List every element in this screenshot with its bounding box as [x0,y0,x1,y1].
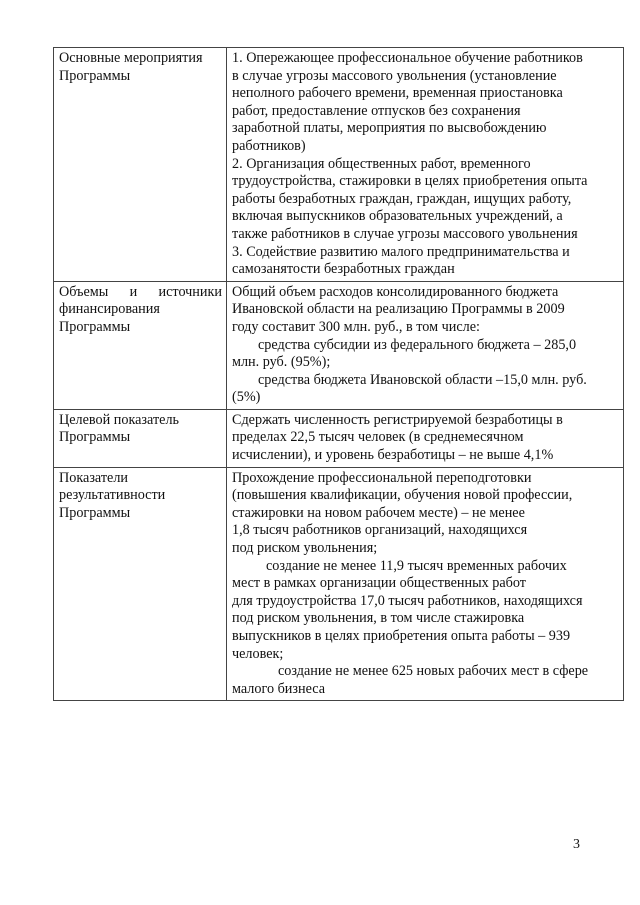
table-row [54,409,624,467]
label-word: и [129,283,138,300]
content-line: Прохождение профессиональной переподготовки [232,469,532,486]
content-line: 1. Опережающее профессиональное обучение работников [232,50,583,66]
row-label [54,48,227,282]
label-line: Программы [59,67,131,84]
content-line: включая выпускников образовательных учреждений, а [232,208,563,225]
content-line: трудоустройства, стажировки в целях приобретения опыта [232,173,588,190]
row-content [227,281,624,409]
row-label [54,281,227,409]
content-line: млн. руб. (95%); [232,354,331,371]
row-label [54,409,227,467]
content-line: также работников в случае угрозы массового увольнения [232,225,578,242]
content-line: создание не менее 11,9 тысяч временных рабочих [266,557,567,574]
content-line: (5%) [232,389,261,406]
content-line: под риском увольнения; [232,540,378,557]
content-line: работников) [232,137,306,154]
content-line: году составит 300 млн. руб., в том числе: [232,318,480,335]
label-line: Основные мероприятия [59,50,203,66]
label-line: результативности [59,487,166,504]
content-line: под риском увольнения, в том числе стажировка [232,610,525,627]
table-row [54,467,624,701]
content-line: заработной платы, мероприятия по высвобождению [232,120,547,137]
content-line: выпускников в целях приобретения опыта работы – 939 [232,628,571,644]
label-word: Объемы [59,283,109,300]
content-line: неполного рабочего времени, временная приостановка [232,85,563,102]
label-line [59,284,222,302]
label-line: Показатели [59,469,129,486]
content-line: 2. Организация общественных работ, временного [232,155,531,172]
content-line: работ, предоставление отпусков без сохранения [232,102,521,119]
content-line: (повышения квалификации, обучения новой профессии, [232,487,573,504]
content-line: 3. Содействие развитию малого предпринимательства и [232,243,570,260]
content-line: пределах 22,5 тысяч человек (в среднемесячном [232,429,524,446]
content-line: Общий объем расходов консолидированного бюджета [232,283,559,300]
content-line: самозанятости безработных граждан [232,261,455,278]
row-content [227,48,624,282]
content-line: средства субсидии из федерального бюджета – 285,0 [258,336,577,353]
content-line: исчислении), и уровень безработицы – не выше 4,1% [232,447,554,464]
label-line: Программы [59,318,131,335]
content-line: 1,8 тысяч работников организаций, находящихся [232,522,528,539]
content-line: средства бюджета Ивановской области –15,0 млн. руб. [258,371,587,388]
content-line: для трудоустройства 17,0 тысяч работников, находящихся [232,592,583,609]
table-row [54,48,624,282]
content-line: малого бизнеса [232,680,326,697]
content-line: создание не менее 625 новых рабочих мест в сфере [278,663,589,680]
content-line: Сдержать численность регистрируемой безработицы в [232,411,563,428]
label-word: источники [158,283,222,300]
content-line: работы безработных граждан, граждан, ищущих работу, [232,190,572,207]
label-line: Целевой показатель [59,411,179,428]
content-line: в случае угрозы массового увольнения (установление [232,67,557,84]
content-line: человек; [232,645,284,662]
label-line: финансирования [59,301,160,318]
content-line: стажировки на новом рабочем месте) – не менее [232,504,525,521]
content-line: мест в рамках организации общественных работ [232,575,526,592]
label-line: Программы [59,429,131,446]
row-content [227,467,624,701]
program-passport-table [53,47,624,701]
table-row [54,281,624,409]
row-content [227,409,624,467]
page-number: 3 [573,837,580,852]
row-label [54,467,227,701]
label-line: Программы [59,504,131,521]
content-line: Ивановской области на реализацию Программы в 2009 [232,301,565,318]
